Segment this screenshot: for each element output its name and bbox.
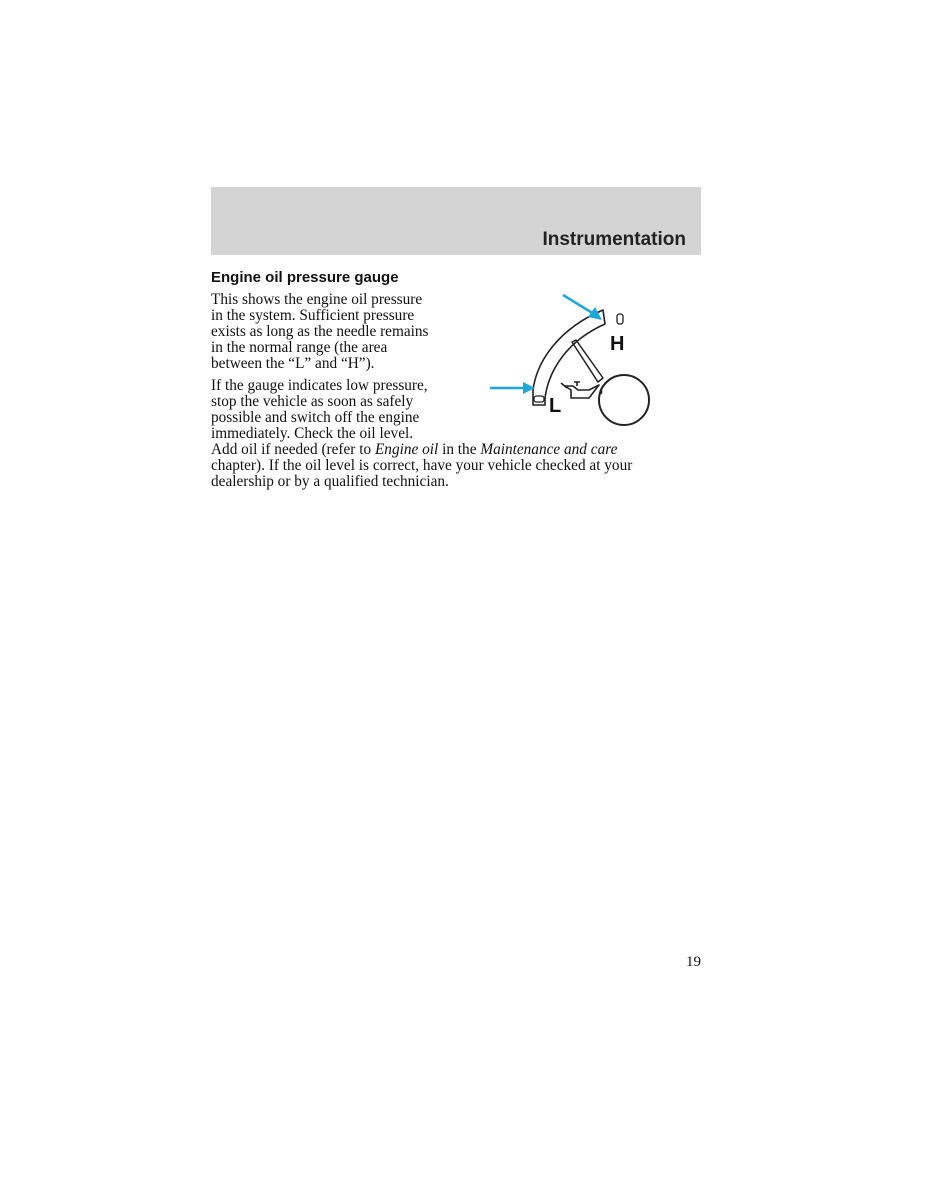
text-segment: in the — [438, 441, 481, 458]
text-line: stop the vehicle as soon as safely — [211, 393, 414, 410]
cross-reference-maintenance-chapter: Maintenance and care — [480, 441, 618, 458]
text-line: exists as long as the needle remains — [211, 323, 429, 340]
text-segment: Add oil if needed (refer to — [211, 441, 375, 458]
gauge-low-label: L — [549, 395, 562, 417]
text-line: chapter). If the oil level is correct, have your vehicle checked at your — [211, 457, 633, 474]
gauge-high-label: H — [610, 333, 625, 355]
page-number: 19 — [686, 954, 701, 970]
low-mark-indicator — [534, 396, 544, 402]
text-line — [211, 442, 681, 458]
arrow-icon-high-end — [563, 295, 602, 320]
text-line: possible and switch off the engine — [211, 409, 420, 426]
high-mark-indicator — [617, 314, 623, 324]
arrow-icon-low-end — [490, 382, 535, 394]
text-line: This shows the engine oil pressure — [211, 291, 423, 308]
oil-can-icon — [561, 382, 602, 398]
text-line: in the system. Sufficient pressure — [211, 307, 415, 324]
text-line: dealership or by a qualified technician. — [211, 473, 449, 490]
text-line: immediately. Check the oil level. — [211, 425, 414, 442]
paragraph-gauge-description — [211, 292, 461, 372]
section-title: Engine oil pressure gauge — [211, 269, 399, 286]
oil-pressure-gauge-illustration — [485, 290, 660, 430]
cross-reference-engine-oil: Engine oil — [374, 441, 439, 458]
text-line: If the gauge indicates low pressure, — [211, 377, 428, 394]
gauge-needle — [572, 340, 603, 382]
text-line: in the normal range (the area — [211, 339, 388, 356]
text-line: between the “L” and “H”). — [211, 355, 375, 372]
chapter-title: Instrumentation — [542, 229, 686, 250]
chapter-header-band — [211, 187, 701, 255]
